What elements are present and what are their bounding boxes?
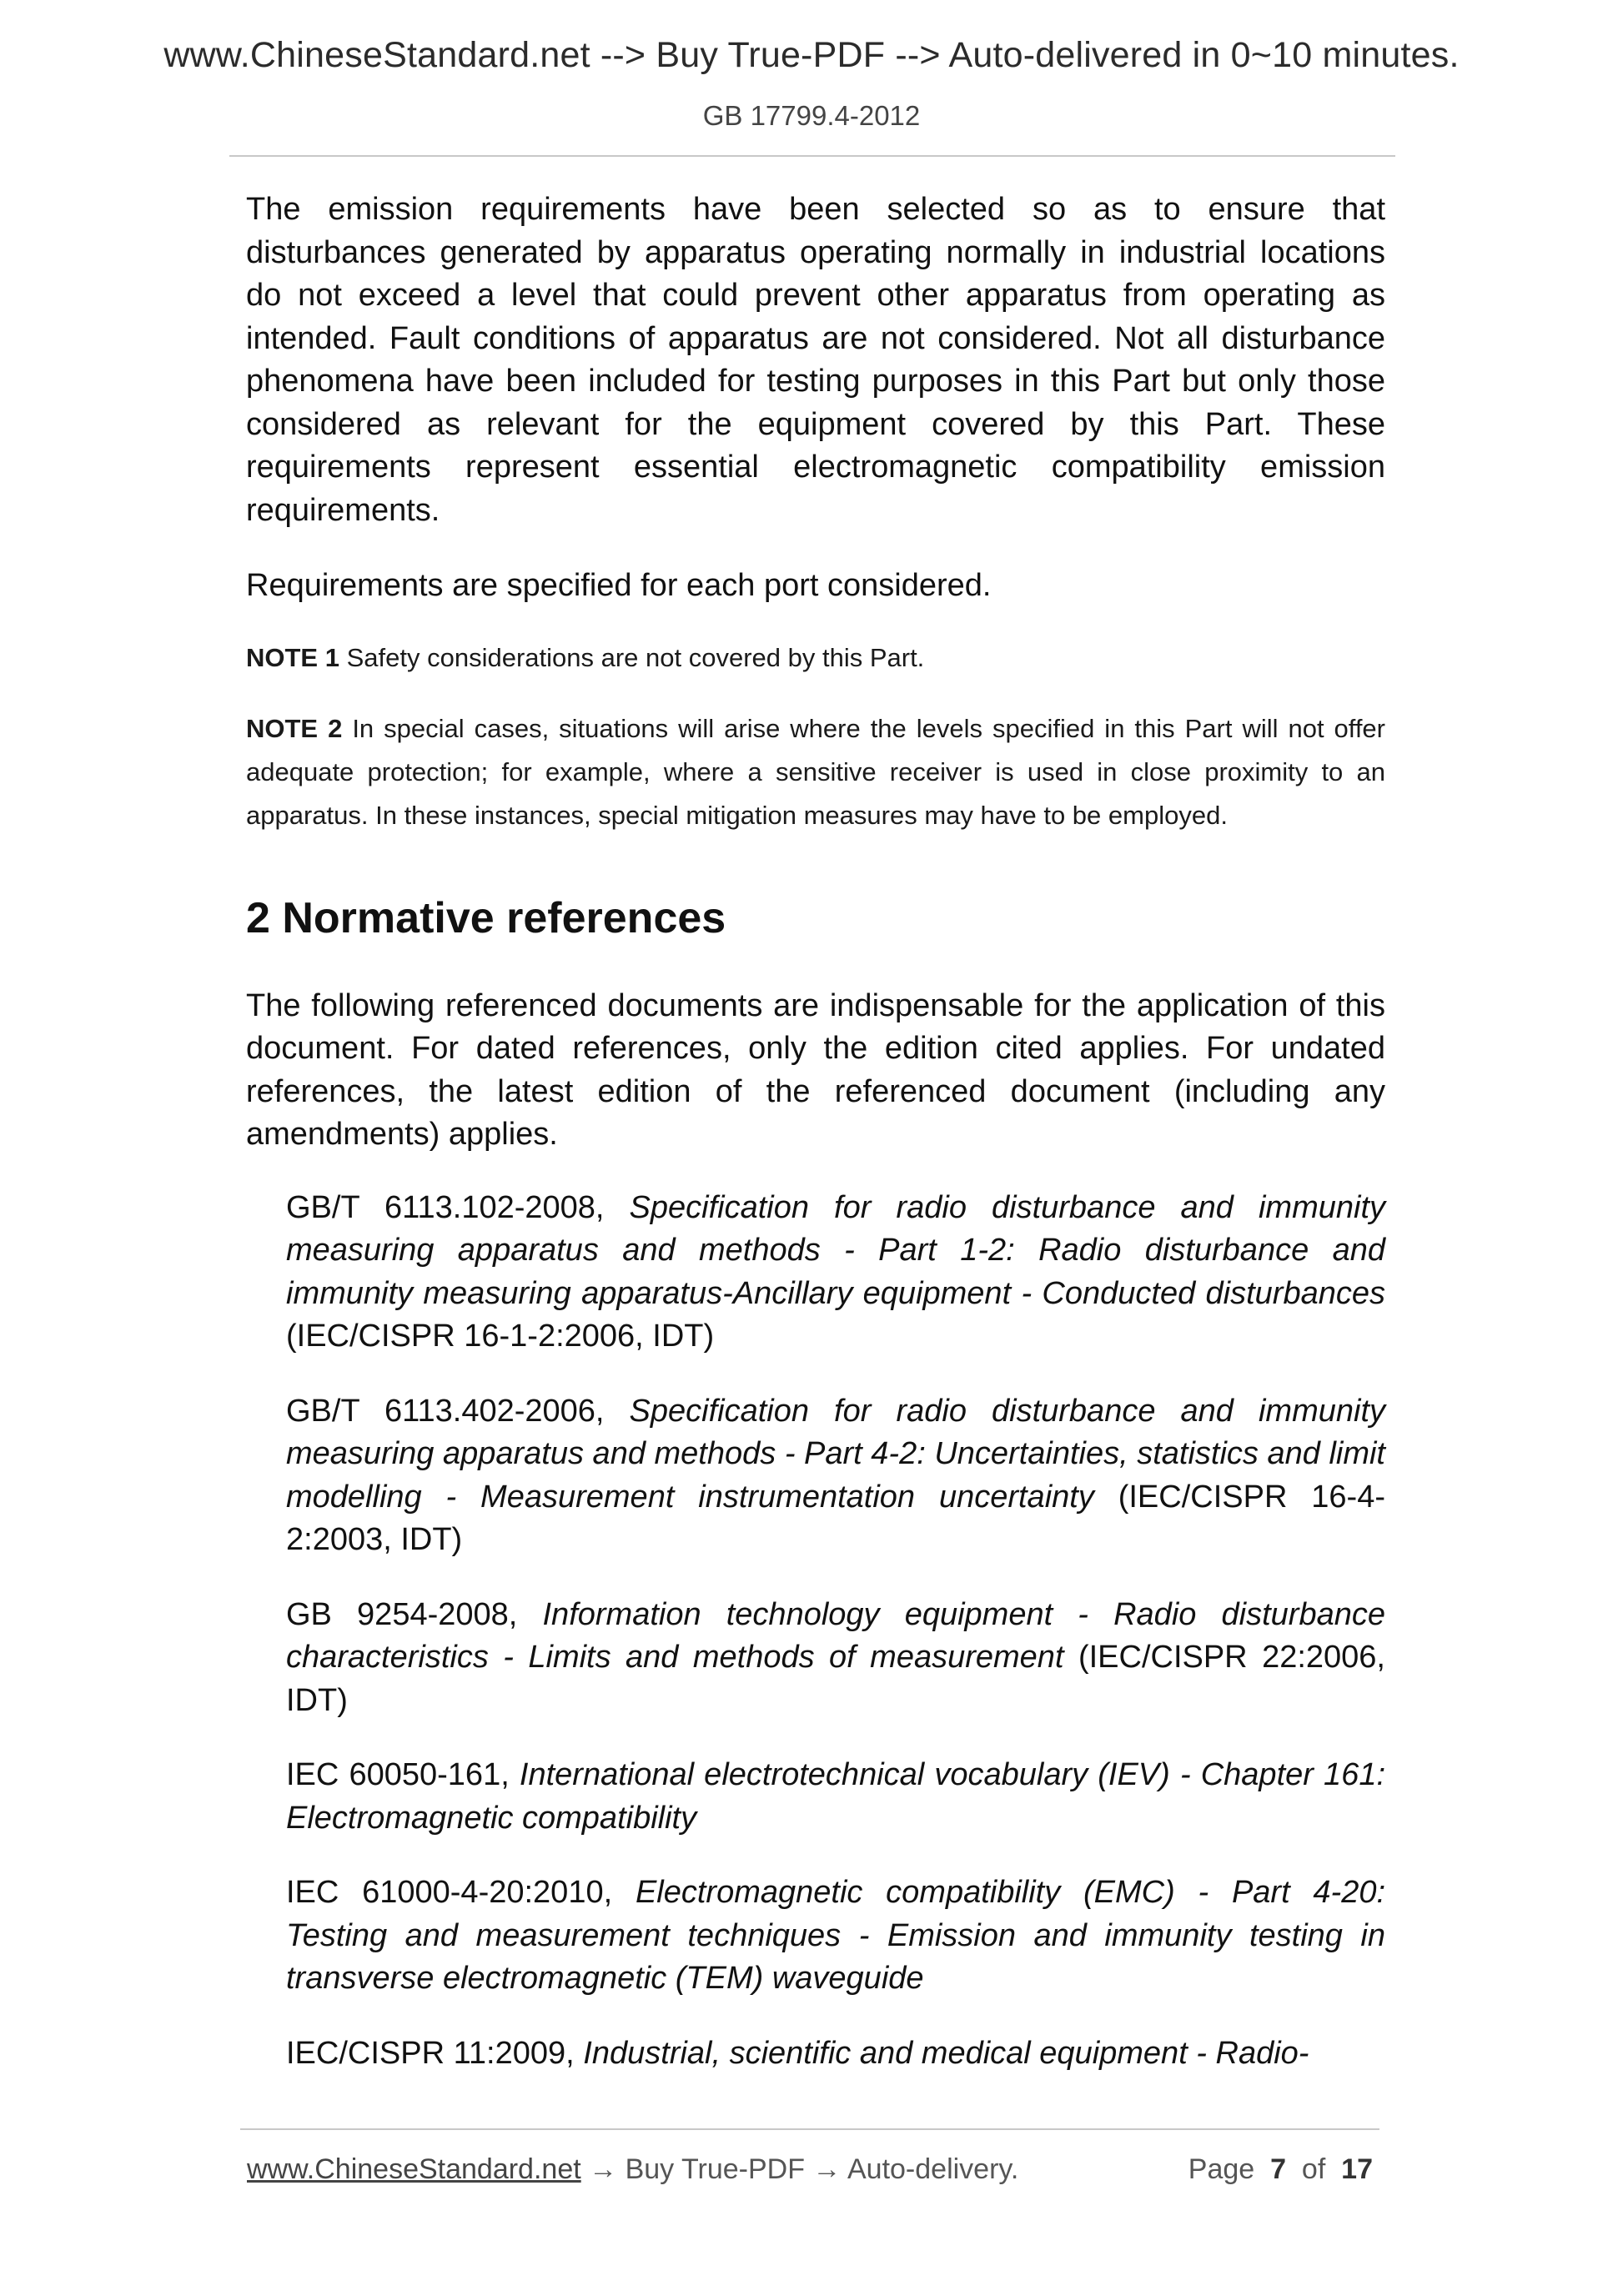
section-heading: 2 Normative references xyxy=(246,893,726,942)
note-2-label: NOTE 2 xyxy=(246,713,343,743)
paragraph-normative-intro: The following referenced documents are indispensable for the application of this document. For dated references, only the edition cited applies. For undated references, the latest edition of the referenced document (including any amendments) applies. xyxy=(246,987,1385,1152)
footer-site-link[interactable]: www.ChineseStandard.net xyxy=(247,2153,581,2185)
note-1-label: NOTE 1 xyxy=(246,642,339,672)
header-divider xyxy=(229,155,1395,157)
note-2-text: In special cases, situations will arise where the levels specified in this Part will not offer adequate protection; for example, where a sensitive receiver is used in close proximity to an apparatus. In these instances, special mitigation measures may have to be employed. xyxy=(246,713,1385,830)
reference-item xyxy=(286,1871,1385,2001)
paragraph-emission-requirements: The emission requirements have been selected so as to ensure that disturbances generated by apparatus operating normally in industrial locations do not exceed a level that could prevent other apparatus from operating as intended. Fault conditions of apparatus are not considered. Not all disturbance phenomena have been included for testing purposes in this Part but only those considered as relevant for the equipment covered by this Part. These requirements represent essential electromagnetic compatibility emission requirements. xyxy=(246,192,1385,528)
reference-code: IEC/CISPR 11:2009, xyxy=(286,2035,575,2071)
standard-code: GB 17799.4-2012 xyxy=(702,100,921,131)
reference-code: IEC 60050-161, xyxy=(286,1757,510,1792)
footer-tagline: → Buy True-PDF → Auto-delivery. xyxy=(580,2153,1019,2185)
page-number: 7 xyxy=(1270,2153,1286,2185)
reference-suffix: (IEC/CISPR 22:2006, IDT) xyxy=(286,1640,1385,1718)
reference-code: GB/T 6113.402-2006, xyxy=(286,1393,605,1429)
page-content xyxy=(246,188,1385,2107)
reference-title: International electrotechnical vocabulary (IEV) - Chapter 161: Electromagnetic compatibility xyxy=(286,1757,1386,1836)
page-footer xyxy=(247,2153,1381,2186)
page-label: Page xyxy=(1188,2153,1255,2185)
reference-title: Information technology equipment - Radio disturbance characteristics - Limits and methods of measurement xyxy=(286,1596,1385,1675)
reference-title: Industrial, scientific and medical equipment - Radio- xyxy=(583,2035,1309,2071)
reference-title: Specification for radio disturbance and immunity measuring apparatus and methods - Part 1-2: Radio disturbance and immunity measuring apparatus-Ancillary equipment - Conducted disturbances xyxy=(286,1189,1385,1311)
reference-code: IEC 61000-4-20:2010, xyxy=(286,1875,613,1910)
reference-title: Electromagnetic compatibility (EMC) - Part 4-20: Testing and measurement techniques - Emission and immunity testing in transverse electromagnetic (TEM) waveguide xyxy=(286,1875,1386,1996)
reference-suffix: (IEC/CISPR 16-1-2:2006, IDT) xyxy=(286,1319,715,1354)
page-total: 17 xyxy=(1341,2153,1373,2185)
reference-item xyxy=(286,1754,1385,1840)
page-indicator xyxy=(1188,2153,1373,2186)
reference-title: Specification for radio disturbance and immunity measuring apparatus and methods - Part 4-2: Uncertainties, statistics and limit modelling - Measurement instrumentation uncertainty xyxy=(286,1393,1385,1515)
top-banner: www.ChineseStandard.net --> Buy True-PDF --> Auto-delivered in 0~10 minutes. xyxy=(163,35,1460,75)
reference-item xyxy=(286,1390,1385,1562)
note-2 xyxy=(246,707,1385,837)
reference-suffix: (IEC/CISPR 16-4-2:2003, IDT) xyxy=(286,1479,1385,1557)
note-1 xyxy=(246,636,1385,680)
paragraph-port-requirements: Requirements are specified for each port considered. xyxy=(246,568,992,603)
note-1-text: Safety considerations are not covered by this Part. xyxy=(346,642,925,672)
reference-item xyxy=(286,1594,1385,1723)
reference-item xyxy=(286,2032,1385,2076)
reference-item xyxy=(286,1187,1385,1359)
of-label: of xyxy=(1301,2153,1326,2185)
reference-code: GB 9254-2008, xyxy=(286,1596,518,1632)
footer-divider xyxy=(240,2128,1379,2130)
reference-code: GB/T 6113.102-2008, xyxy=(286,1189,605,1225)
